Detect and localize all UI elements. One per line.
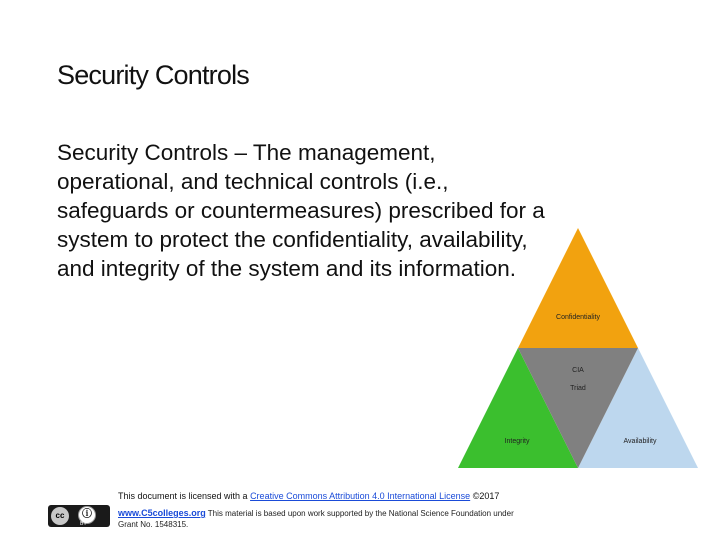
nsf-support-text: This material is based upon work supported by the National Science Foundation under — [205, 509, 514, 518]
attribution-person-icon: ⓘ — [78, 506, 96, 524]
license-footer — [48, 490, 668, 534]
availability-label: Availability — [623, 438, 657, 445]
grant-number: Grant No. 1548315. — [118, 520, 189, 529]
cc-license-link[interactable]: Creative Commons Attribution 4.0 International License — [250, 491, 471, 501]
support-statement — [118, 508, 514, 518]
cc-by-badge[interactable] — [48, 505, 110, 527]
confidentiality-triangle — [518, 228, 638, 348]
license-statement — [118, 491, 499, 501]
confidentiality-label: Confidentiality — [556, 314, 600, 321]
triad-label: Triad — [570, 385, 586, 392]
cia-label: CIA — [572, 367, 584, 374]
integrity-label: Integrity — [504, 438, 530, 445]
creative-commons-icon: cc — [51, 507, 69, 525]
license-prefix: This document is licensed with a — [118, 491, 251, 501]
slide-title: Security Controls — [57, 60, 249, 90]
definition-text: Security Controls – The management, operational, and technical controls (i.e., safeguards or countermeasures) prescribed for a system to protect the confidentiality, availability, and integrity of the system and its information. — [57, 140, 545, 281]
by-badge-label: BY — [80, 521, 87, 527]
c5colleges-link[interactable]: www.C5colleges.org — [118, 508, 206, 518]
copyright-text: ©2017 — [470, 491, 500, 501]
